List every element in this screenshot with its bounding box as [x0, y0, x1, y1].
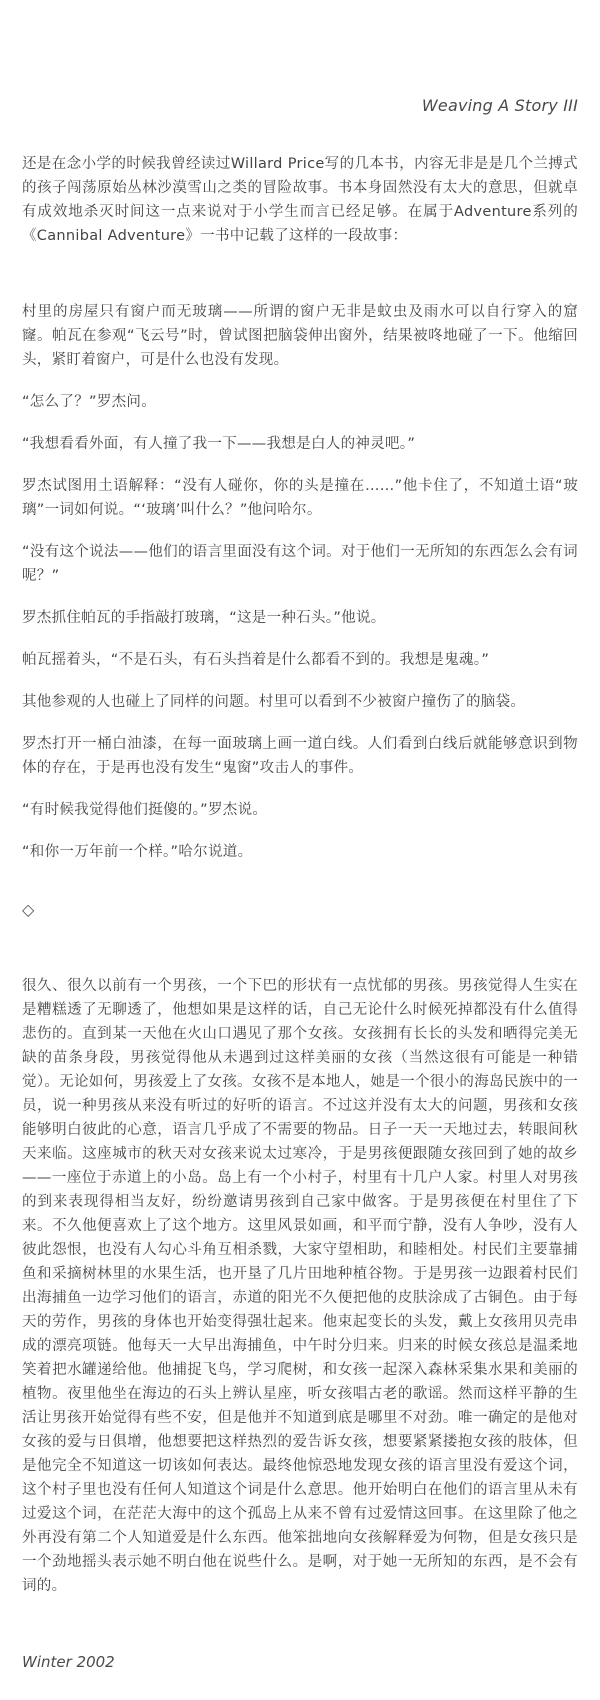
story2-paragraph: 很久、很久以前有一个男孩，一个下巴的形状有一点忧郁的男孩。男孩觉得人生实在是糟糕透了无聊透了，他想如果是这样的话，自己无论什么时候死掉都没有什么值得悲伤的。直到某一天他在火山口遇见了那个女孩。女孩拥有长长的头发和晒得完美无缺的苗条身段，男孩觉得他从未遇到过这样美丽的女孩（当然这很有可能是一种错觉）。无论如何，男孩爱上了女孩。女孩不是本地人，她是一个很小的海岛民族中的一员，说一种男孩从来没有听过的好听的语言。不过这并没有太大的问题，男孩和女孩能够明白彼此的心意，语言几乎成了不需要的物品。日子一天一天地过去，转眼间秋天来临。这座城市的秋天对女孩来说太过寒冷，于是男孩便跟随女孩回到了她的故乡——一座位于赤道上的小岛。岛上有一个小村子，村里有十几户人家。村里人对男孩的到来表现得相当友好，纷纷邀请男孩到自己家中做客。于是男孩便在村里住了下来。不久他便喜欢上了这个地方。这里风景如画，和平而宁静，没有人争吵，没有人彼此怨恨，也没有人勾心斗角互相杀戮，大家守望相助，和睦相处。村民们主要靠捕鱼和采摘树林里的水果生活，也开垦了几片田地种植谷物。于是男孩一边跟着村民们出海捕鱼一边学习他们的语言，赤道的阳光不久便把他的皮肤涂成了古铜色。由于每天的劳作，男孩的身体也开始变得强壮起来。他束起变长的头发，戴上女孩用贝壳串成的漂亮项链。他每天一大早出海捕鱼，中午时分归来。归来的时候女孩总是温柔地笑着把水罐递给他。他捕捉飞鸟，学习爬树，和女孩一起深入森林采集水果和美丽的植物。夜里他坐在海边的石头上辨认星座，听女孩唱古老的歌谣。然而这样平静的生活让男孩开始觉得有些不安，但是他并不知道到底是哪里不对劲。唯一确定的是他对女孩的爱与日俱增，他想要把这样热烈的爱告诉女孩，想要紧紧搂抱女孩的肢体，但是他完全不知道这一切该如何表达。最终他惊恐地发现女孩的语言里没有爱这个词，这个村子里也没有任何人知道这个词是什么意思。他开始明白在他们的语言里从未有过爱这个词，在茫茫大海中的这个孤岛上从来不曾有过爱情这回事。在这里除了他之外再没有第二个人知道爱是什么东西。他笨拙地向女孩解释爱为何物，但是女孩只是一个劲地摇头表示她不明白他在说些什么。是啊，对于她一无所知的东西，是不会有词的。: [22, 978, 578, 1594]
story1-paragraph: 罗杰抓住帕瓦的手指敲打玻璃，“这是一种石头。”他说。: [22, 610, 386, 626]
story1-paragraph: “我想看看外面，有人撞了我一下——我想是白人的神灵吧。”: [22, 436, 416, 452]
spacer: [22, 588, 578, 606]
story1-paragraph: “有时候我觉得他们挺傻的。”罗杰说。: [22, 802, 268, 818]
spacer: [22, 780, 578, 798]
spacer: [22, 714, 578, 732]
spacer: [22, 1598, 578, 1650]
story1-paragraph: 帕瓦摇着头，“不是石头，有石头挡着是什么都看不到的。我想是鬼魂。”: [22, 652, 490, 668]
spacer: [22, 414, 578, 432]
spacer: [22, 248, 578, 300]
story1-paragraph: “和你一万年前一个样。”哈尔说道。: [22, 844, 253, 860]
spacer: [22, 456, 578, 474]
section-divider-diamond: ◇: [22, 900, 35, 919]
story1-paragraph: 村里的房屋只有窗户而无玻璃——所谓的窗户无非是蚊虫及雨水可以自行穿入的窟窿。帕瓦在参观“飞云号”时，曾试图把脑袋伸出窗外，结果被咚地碰了一下。他缩回头，紧盯着窗户，可是什么也没有发现。: [22, 304, 578, 368]
spacer: [22, 630, 578, 648]
spacer: [22, 864, 578, 898]
signature-date: Winter 2002: [22, 1653, 115, 1671]
story1-paragraph: “怎么了？”罗杰问。: [22, 394, 157, 410]
story1-paragraph: 罗杰打开一桶白油漆，在每一面玻璃上画一道白线。人们看到白线后就能够意识到物体的存在，于是再也没有发生“鬼窗”攻击人的事件。: [22, 736, 578, 776]
spacer: [22, 372, 578, 390]
spacer: [22, 922, 578, 974]
story1-paragraph: 其他参观的人也碰上了同样的问题。村里可以看到不少被窗户撞伤了的脑袋。: [22, 694, 526, 710]
header-title: Weaving A Story III: [421, 96, 578, 115]
document-body: [22, 152, 578, 1674]
spacer: [22, 522, 578, 540]
spacer: [22, 822, 578, 840]
story1-paragraph: “没有这个说法——他们的语言里面没有这个词。对于他们一无所知的东西怎么会有词呢？”: [22, 544, 578, 584]
spacer: [22, 672, 578, 690]
intro-paragraph: 还是在念小学的时候我曾经读过Willard Price写的几本书，内容无非是是几个兰搏式的孩子闯荡原始丛林沙漠雪山之类的冒险故事。书本身固然没有太大的意思，但就卓有成效地杀灭时间这一点来说对于小学生而言已经足够。在属于Adventure系列的《Cannibal Adventure》一书中记载了这样的一段故事：: [22, 156, 578, 244]
story1-paragraph: 罗杰试图用土语解释：“没有人碰你，你的头是撞在……”他卡住了，不知道土语“玻璃”一词如何说。“‘玻璃’叫什么？”他问哈尔。: [22, 478, 578, 518]
